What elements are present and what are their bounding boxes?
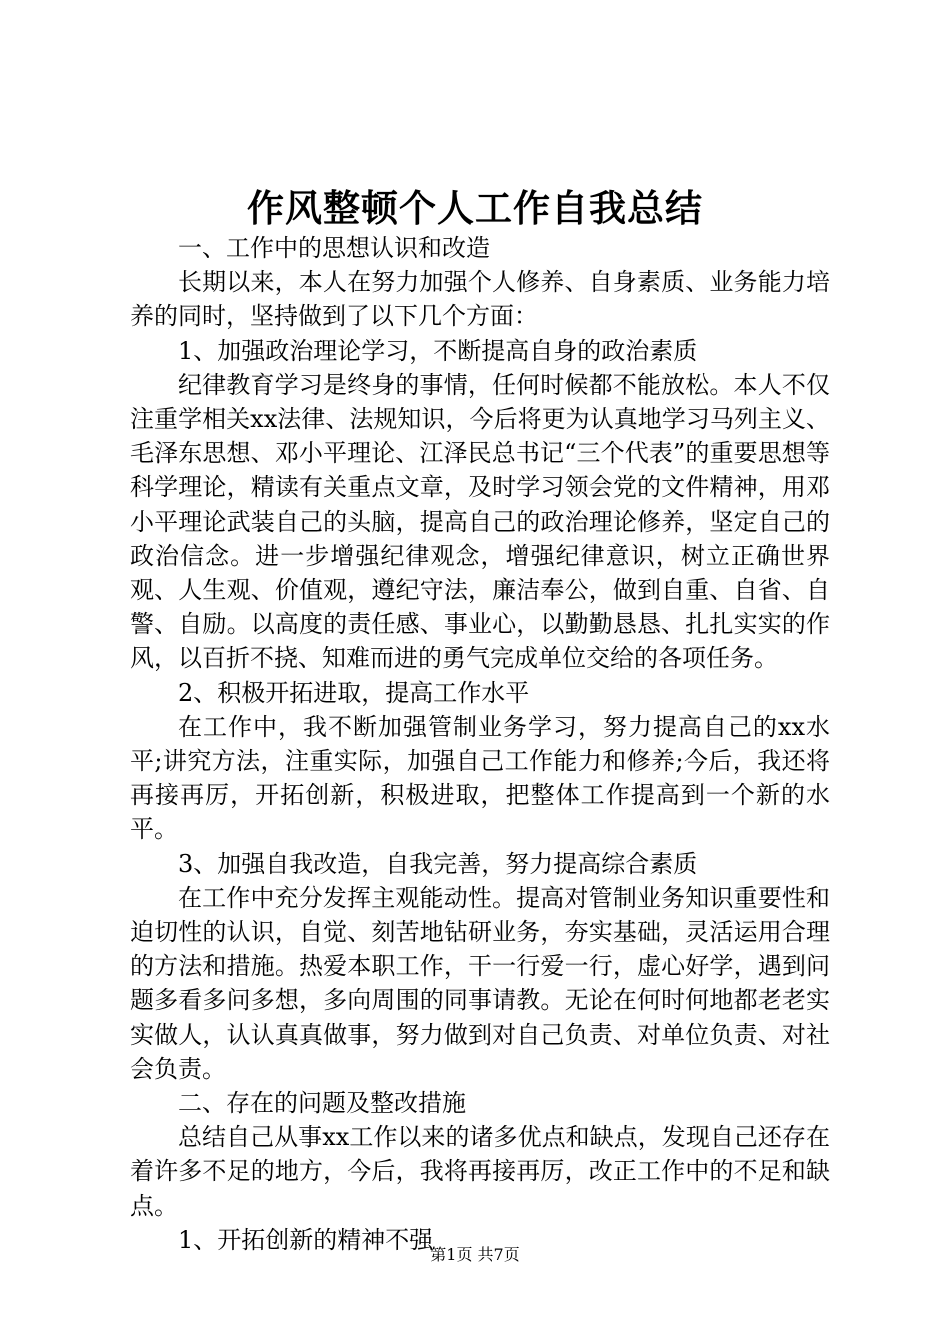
paragraph: 在工作中充分发挥主观能动性。提高对管制业务知识重要性和迫切性的认识，自觉、刻苦地钻研业务，夯实基础，灵活运用合理的方法和措施。热爱本职工作，干一行爱一行，虚心好学，遇到问题多看多问多想，多向周围的同事请教。无论在何时何地都老老实实做人，认认真真做事，努力做到对自己负责、对单位负责、对社会负责。 <box>130 883 830 1083</box>
section-heading: 一、工作中的思想认识和改造 <box>178 234 490 262</box>
document-title: 作风整顿个人工作自我总结 <box>247 186 703 230</box>
section-heading: 二、存在的问题及整改措施 <box>178 1089 466 1118</box>
paragraph: 总结自己从事xx工作以来的诸多优点和缺点，发现自己还存在着许多不足的地方，今后，我将再接再厉，改正工作中的不足和缺点。 <box>130 1123 830 1220</box>
paragraph: 纪律教育学习是终身的事情，任何时候都不能放松。本人不仅注重学相关xx法律、法规知识，今后将更为认真地学习马列主义、毛泽东思想、邓小平理论、江泽民总书记“三个代表”的重要思想等科学理论，精读有关重点文章，及时学习领会党的文件精神，用邓小平理论武装自己的头脑，提高自己的政治理论修养，坚定自己的政治信念。进一步增强纪律观念，增强纪律意识，树立正确世界观、人生观、价值观，遵纪守法，廉洁奉公，做到自重、自省、自警、自励。以高度的责任感、事业心，以勤勤恳恳、扎扎实实的作风，以百折不挠、知难而进的勇气完成单位交给的各项任务。 <box>130 370 830 673</box>
subsection-heading: 3、加强自我改造，自我完善，努力提高综合素质 <box>178 849 698 878</box>
subsection-heading: 2、积极开拓进取，提高工作水平 <box>178 678 530 707</box>
subsection-heading: 1、加强政治理论学习，不断提高自身的政治素质 <box>178 336 698 365</box>
subsection-heading: 1、开拓创新的精神不强 <box>178 1225 434 1254</box>
document-body <box>130 231 830 1257</box>
paragraph: 长期以来，本人在努力加强个人修养、自身素质、业务能力培养的同时，坚持做到了以下几个方面： <box>130 268 830 331</box>
page-footer: 第1页 共7页 <box>430 1245 520 1264</box>
paragraph: 在工作中，我不断加强管制业务学习，努力提高自己的xx水平;讲究方法，注重实际，加强自己工作能力和修养;今后，我还将再接再厉，开拓创新，积极进取，把整体工作提高到一个新的水平。 <box>130 712 830 844</box>
